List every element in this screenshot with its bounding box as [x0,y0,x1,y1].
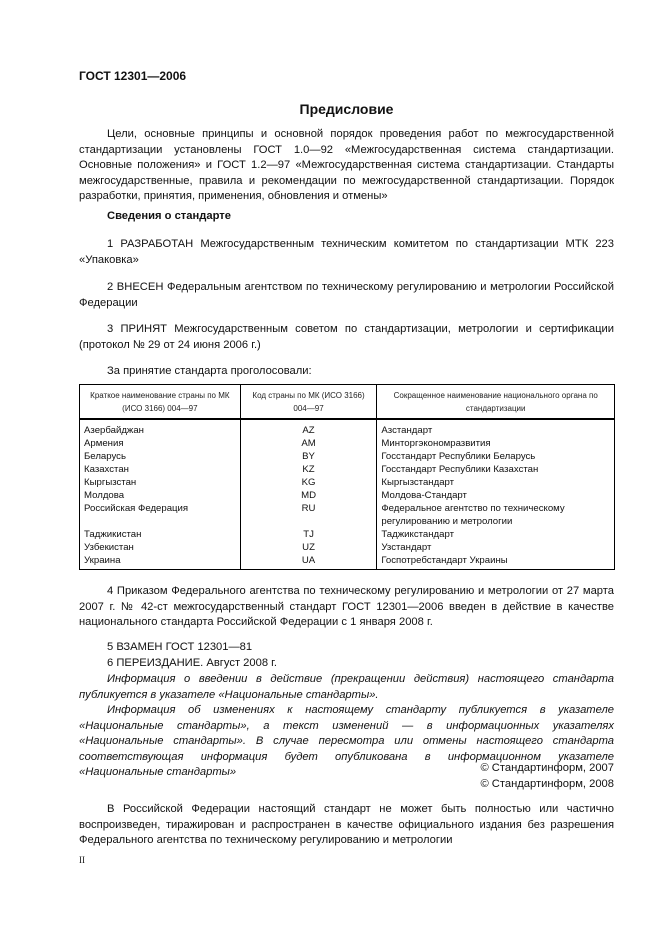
table-row [80,502,615,528]
table-row [80,419,615,437]
vote-intro: За принятие стандарта проголосовали: [107,365,312,377]
table-row [80,541,615,554]
country-cell: Украина [80,554,241,570]
country-cell: Молдова [80,489,241,502]
copyright-2008: © Стандартинформ, 2008 [480,778,614,790]
body-cell: Минторгэкономразвития [377,437,615,450]
page-title: Предисловие [299,101,394,117]
table-row [80,528,615,541]
body-cell: Госстандарт Республики Казахстан [377,463,615,476]
country-cell: Узбекистан [80,541,241,554]
table-header-row [80,385,615,420]
header-code: Код страны по МК (ИСО 3166) 004—97 [240,385,377,420]
header-country: Краткое наименование страны по МК (ИСО 3166) 004—97 [80,385,241,420]
page-number: II [79,855,85,865]
item-1: 1 РАЗРАБОТАН Межгосударственным техническим комитетом по стандартизации МТК 223 «Упаковка» [79,238,614,266]
body-cell: Азстандарт [377,419,615,437]
code-cell: AM [240,437,377,450]
country-cell: Армения [80,437,241,450]
item-6: 6 ПЕРЕИЗДАНИЕ. Август 2008 г. [107,657,277,669]
body-cell: Узстандарт [377,541,615,554]
item-4: 4 Приказом Федерального агентства по техническому регулированию и метрологии от 27 марта 2007 г. № 42-ст межгосударственный стандарт ГОСТ 12301—2006 введен в действие в качестве национального стандарта Российской Федерации с 1 января 2008 г. [79,585,614,629]
country-cell: Азербайджан [80,419,241,437]
table-row [80,489,615,502]
country-cell: Кыргызстан [80,476,241,489]
header-body: Сокращенное наименование национального органа по стандартизации [377,385,615,420]
item-2: 2 ВНЕСЕН Федеральным агентством по техническому регулированию и метрологии Российской Федерации [79,281,614,309]
section-heading: Сведения о стандарте [107,210,231,222]
body-cell: Кыргызстандарт [377,476,615,489]
body-cell: Федеральное агентство по техническому регулированию и метрологии [377,502,615,528]
country-cell: Беларусь [80,450,241,463]
table-row [80,554,615,570]
country-cell: Российская Федерация [80,502,241,528]
item-3: 3 ПРИНЯТ Межгосударственным советом по стандартизации, метрологии и сертификации (протокол № 29 от 24 июня 2006 г.) [79,323,614,351]
voting-table [79,384,615,570]
intro-paragraph: Цели, основные принципы и основной порядок проведения работ по межгосударственной стандартизации установлены ГОСТ 1.0—92 «Межгосударственная система стандартизации. Основные положения» и ГОСТ 1.2—97 «Межгосударственная система стандартизации. Стандарты межгосударственные, правила и рекомендации по межгосударственной стандартизации. Порядок разработки, принятия, применения, обновления и отмены» [79,128,614,203]
note-introduction: Информация о введении в действие (прекращении действия) настоящего стандарта публикуется в указателе «Национальные стандарты». [79,673,614,701]
code-cell: TJ [240,528,377,541]
table-row [80,450,615,463]
body-cell: Госстандарт Республики Беларусь [377,450,615,463]
item-5: 5 ВЗАМЕН ГОСТ 12301—81 [107,641,253,653]
document-id: ГОСТ 12301—2006 [79,69,187,83]
note-changes: Информация об изменениях к настоящему стандарту публикуется в указателе «Национальные стандарты», а текст изменений — в информационных указателях «Национальные стандарты». В случае пересмотра или отмены настоящего стандарта соответствующая информация будет опубликована в информационном указателе «Национальные стандарты» [79,704,614,779]
copyright-2007: © Стандартинформ, 2007 [480,762,614,774]
code-cell: UA [240,554,377,570]
body-cell: Госпотребстандарт Украины [377,554,615,570]
country-cell: Казахстан [80,463,241,476]
code-cell: KZ [240,463,377,476]
table-row [80,437,615,450]
country-cell: Таджикистан [80,528,241,541]
code-cell: AZ [240,419,377,437]
code-cell: RU [240,502,377,528]
code-cell: KG [240,476,377,489]
body-cell: Таджикстандарт [377,528,615,541]
code-cell: MD [240,489,377,502]
restriction-paragraph: В Российской Федерации настоящий стандарт не может быть полностью или частично воспроизведен, тиражирован и распространен в качестве официального издания без разрешения Федерального агентства по техническому регулированию и метрологии [79,803,614,847]
table-row [80,463,615,476]
body-cell: Молдова-Стандарт [377,489,615,502]
code-cell: BY [240,450,377,463]
code-cell: UZ [240,541,377,554]
table-row [80,476,615,489]
